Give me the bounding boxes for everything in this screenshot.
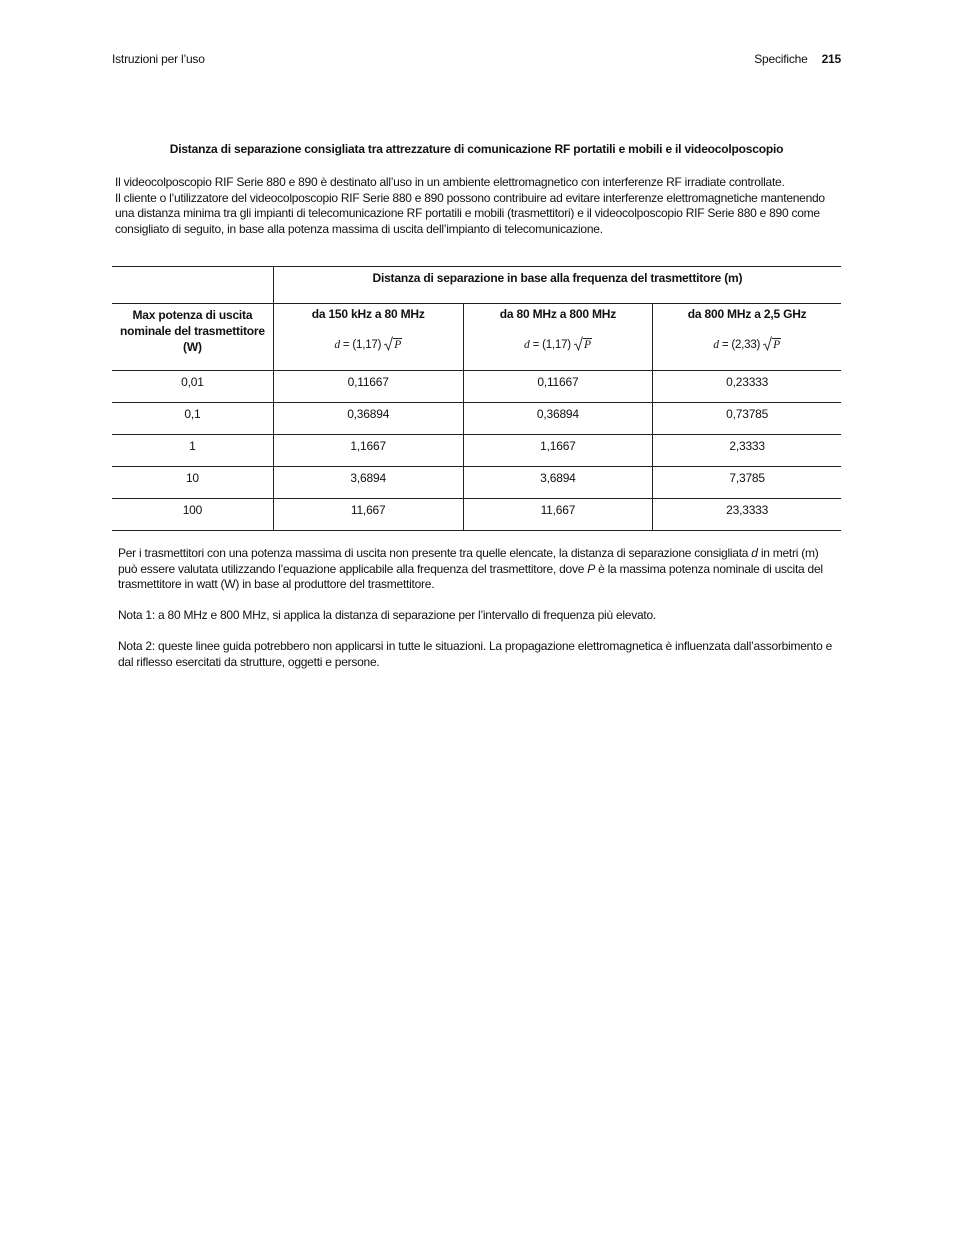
- band-formula: [274, 336, 463, 351]
- band-formula: [653, 336, 841, 351]
- span-header: Distanza di separazione in base alla frequenza del trasmettitore (m): [273, 267, 841, 304]
- nota-1: Nota 1: a 80 MHz e 800 MHz, si applica la distanza di separazione per l’intervallo di frequenza più elevato.: [118, 608, 656, 623]
- power-cell: 0,01: [112, 371, 273, 403]
- band-label: da 80 MHz a 800 MHz: [499, 307, 617, 321]
- note-paragraph: [118, 546, 840, 593]
- distance-cell: 0,36894: [463, 403, 653, 435]
- table-row: [112, 435, 841, 467]
- formula-symbol: P: [583, 339, 591, 351]
- max-power-header: Max potenza di uscita nominale del trasmettitore (W): [112, 304, 273, 371]
- distance-cell: 0,23333: [653, 371, 841, 403]
- band-header-1: [273, 304, 463, 371]
- formula-symbol: P: [394, 339, 402, 351]
- band-formula: [464, 336, 653, 351]
- band-label: da 800 MHz a 2,5 GHz: [687, 307, 807, 321]
- sqrt-icon: [574, 336, 583, 351]
- formula-var: d: [524, 339, 530, 351]
- running-header-title: Istruzioni per l’uso: [112, 52, 205, 66]
- distance-cell: 11,667: [273, 499, 463, 531]
- table-header-row: [112, 267, 841, 304]
- intro-line-1: Il videocolposcopio RIF Serie 880 e 890 è destinato all’uso in un ambiente elettromagnetico con interferenze RF irradiate controllate.: [115, 175, 785, 189]
- table-row: [112, 371, 841, 403]
- distance-cell: 3,6894: [273, 467, 463, 499]
- distance-cell: 2,3333: [653, 435, 841, 467]
- power-cell: 1: [112, 435, 273, 467]
- note-var-d: d: [751, 546, 758, 560]
- running-header-right: [754, 52, 841, 66]
- distance-cell: 0,11667: [463, 371, 653, 403]
- distance-cell: 7,3785: [653, 467, 841, 499]
- distance-cell: 11,667: [463, 499, 653, 531]
- notes-section: [118, 546, 840, 686]
- distance-cell: 0,73785: [653, 403, 841, 435]
- power-cell: 0,1: [112, 403, 273, 435]
- formula-coefficient: = (2,33): [718, 339, 764, 351]
- formula-coefficient: = (1,17): [529, 339, 574, 351]
- distance-cell: 0,36894: [273, 403, 463, 435]
- formula-coefficient: = (1,17): [339, 339, 385, 351]
- nota-2: Nota 2: queste linee guida potrebbero non applicarsi in tutte le situazioni. La propagazione elettromagnetica è influenzata dall’assorbimento e dal riflesso esercitati da strutture, oggetti e persone.: [118, 639, 833, 669]
- power-cell: 10: [112, 467, 273, 499]
- table-subheader-row: [112, 304, 841, 371]
- table-row: [112, 467, 841, 499]
- band-label: da 150 kHz a 80 MHz: [311, 307, 425, 321]
- distance-cell: 23,3333: [653, 499, 841, 531]
- intro-text: [115, 175, 841, 237]
- table-row: [112, 499, 841, 531]
- distance-cell: 0,11667: [273, 371, 463, 403]
- section-title: Distanza di separazione consigliata tra attrezzature di comunicazione RF portatili e mobili e il videocolposcopio: [169, 142, 784, 156]
- sqrt-icon: [384, 336, 393, 351]
- formula-symbol: P: [773, 339, 780, 351]
- distance-cell: 1,1667: [463, 435, 653, 467]
- note-text: Per i trasmettitori con una potenza massima di uscita non presente tra quelle elencate, la distanza di separazione consigliata: [118, 546, 752, 560]
- sqrt-icon: [763, 336, 772, 351]
- note-text: è la massima potenza nominale di uscita del trasmettitore in watt (W) in base al produttore del trasmettitore.: [118, 561, 823, 592]
- band-header-2: [463, 304, 653, 371]
- power-cell: 100: [112, 499, 273, 531]
- table-row: [112, 403, 841, 435]
- page-number: 215: [821, 52, 841, 66]
- section-name: Specifiche: [754, 52, 808, 66]
- note-text: in metri (m) può essere valutata utilizzando l’equazione applicabile alla frequenza del trasmettitore, dove: [118, 546, 819, 576]
- formula-var: d: [713, 339, 719, 351]
- note-var-p: P: [587, 561, 595, 576]
- band-header-3: [653, 304, 841, 371]
- distance-cell: 1,1667: [273, 435, 463, 467]
- empty-corner-cell: [112, 267, 273, 304]
- formula-var: d: [334, 339, 340, 351]
- distance-cell: 3,6894: [463, 467, 653, 499]
- separation-distance-table: [112, 266, 841, 531]
- intro-line-2: Il cliente o l’utilizzatore del videocolposcopio RIF Serie 880 e 890 possono contribuire ad evitare interferenze elettromagnetiche mantenendo una distanza minima tra gli impianti di telecomunicazione RF portatili e mobili (trasmettitori) e il videocolposcopio RIF Serie 880 e 890 come consigliato di seguito, in base alla potenza massima di uscita dell’impianto di telecomunicazione.: [115, 190, 825, 236]
